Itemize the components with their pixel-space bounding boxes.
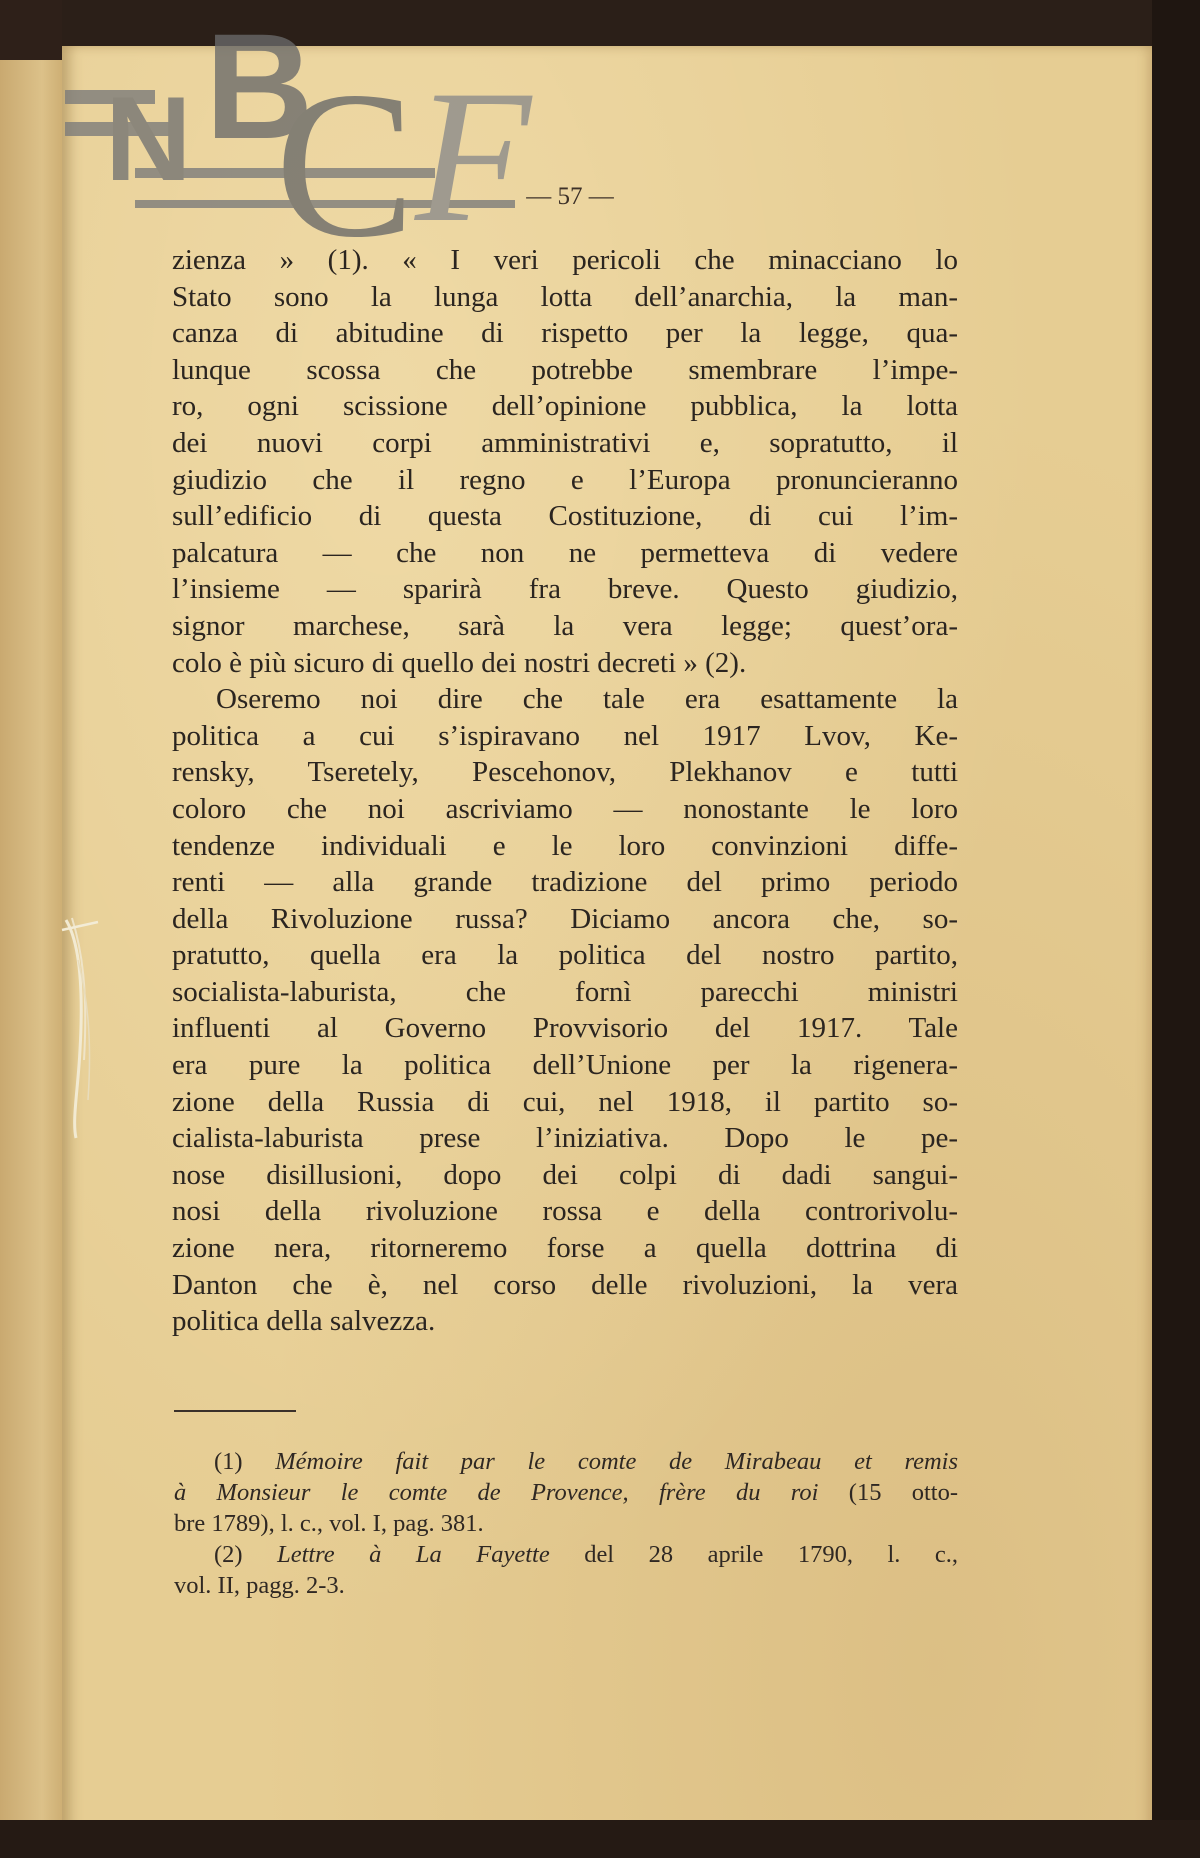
binding-thread (58, 900, 118, 1140)
text-line: influenti al Governo Provvisorio del 1917. Tale (172, 1012, 958, 1045)
text-line: zione della Russia di cui, nel 1918, il partito so- (172, 1085, 958, 1118)
footnote-2-number: (2) (214, 1541, 243, 1568)
text-line: rensky, Tseretely, Pescehonov, Plekhanov e tutti (172, 756, 958, 789)
watermark-letter-b: B (205, 20, 314, 170)
text-line: Danton che è, nel corso delle rivoluzioni, la vera (172, 1268, 958, 1301)
text-line: zienza » (1). « I veri pericoli che minacciano lo (172, 244, 958, 276)
text-line: renti — alla grande tradizione del primo periodo (172, 866, 958, 899)
footnote-2-line-2: vol. II, pagg. 2-3. (174, 1572, 345, 1599)
footnote-2-line-1 (174, 1539, 958, 1570)
text-line: l’insieme — sparirà fra breve. Questo giudizio, (172, 573, 958, 606)
text-line: politica a cui s’ispiravano nel 1917 Lvov, Ke- (172, 719, 958, 752)
text-line: pratutto, quella era la politica del nostro partito, (172, 939, 958, 972)
right-margin-dark (1152, 0, 1200, 1858)
footnote-1-title-a: Mémoire fait par le comte de Mirabeau et remis (275, 1448, 958, 1475)
footnote-2-title: Lettre à La Fayette (277, 1541, 550, 1568)
text-line: signor marchese, sarà la vera legge; quest’ora- (172, 609, 958, 642)
text-line: lunque scossa che potrebbe smembrare l’impe- (172, 353, 958, 386)
text-line: tendenze individuali e le loro convinzioni diffe- (172, 829, 958, 862)
footnote-1-line-3: bre 1789), l. c., vol. I, pag. 381. (174, 1510, 484, 1537)
footnote-1-number: (1) (214, 1448, 243, 1475)
text-line: ro, ogni scissione dell’opinione pubblica, la lotta (172, 390, 958, 423)
bottom-margin-dark (0, 1820, 1200, 1858)
watermark-letter-n: N (105, 72, 192, 206)
footnote-separator (174, 1410, 296, 1412)
text-line: colo è più sicuro di quello dei nostri decreti » (2). (172, 646, 747, 679)
library-watermark-logo (45, 20, 695, 250)
text-line: dei nuovi corpi amministrativi e, sopratutto, il (172, 426, 958, 459)
text-line: politica della salvezza. (172, 1305, 436, 1338)
text-line: canza di abitudine di rispetto per la legge, qua- (172, 317, 958, 350)
text-line: nose disillusioni, dopo dei colpi di dadi sangui- (172, 1158, 958, 1191)
footnote-1-date-a: (15 otto- (848, 1479, 959, 1506)
text-line: Oseremo noi dire che tale era esattamente la (216, 683, 958, 716)
text-line: coloro che noi ascriviamo — nonostante le loro (172, 792, 958, 825)
footnote-2-date: del 28 aprile 1790, l. c., (584, 1541, 958, 1568)
main-text-body (172, 242, 958, 1340)
watermark-letter-f: F (415, 52, 532, 250)
watermark-letter-c: C (275, 49, 416, 250)
footnote-1-title-b: à Monsieur le comte de Provence, frère du roi (174, 1479, 819, 1506)
text-line: socialista-laburista, che fornì parecchi ministri (172, 975, 958, 1008)
footnotes (174, 1446, 958, 1601)
footnote-1-line-1 (174, 1446, 958, 1477)
text-line: della Rivoluzione russa? Diciamo ancora che, so- (172, 902, 958, 935)
text-line: zione nera, ritorneremo forse a quella dottrina di (172, 1232, 958, 1265)
text-line: palcatura — che non ne permetteva di vedere (172, 536, 958, 569)
text-line: giudizio che il regno e l’Europa pronuncieranno (172, 463, 958, 496)
page-number: — 57 — (526, 183, 614, 210)
text-line: nosi della rivoluzione rossa e della controrivolu- (172, 1195, 958, 1228)
text-line: era pure la politica dell’Unione per la rigenera- (172, 1049, 958, 1082)
text-line: cialista-laburista prese l’iniziativa. Dopo le pe- (172, 1122, 958, 1155)
text-line: sull’edificio di questa Costituzione, di cui l’im- (172, 500, 958, 533)
text-line: Stato sono la lunga lotta dell’anarchia, la man- (172, 280, 958, 313)
footnote-1-line-2 (174, 1477, 958, 1508)
